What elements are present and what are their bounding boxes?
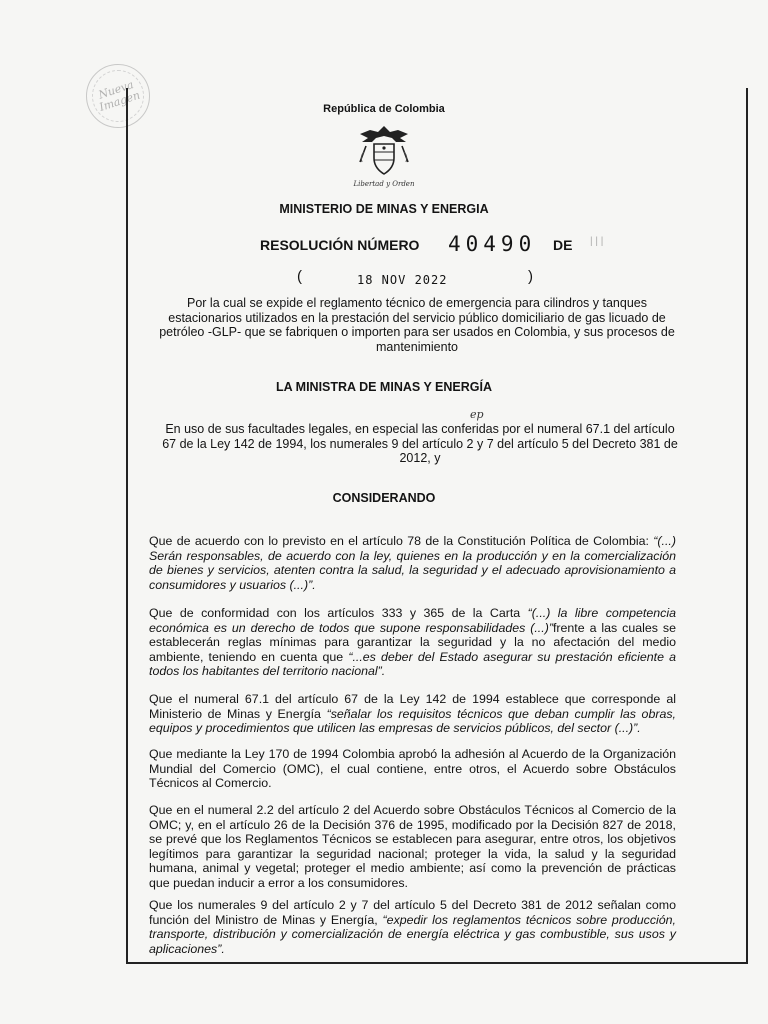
date-stamp: 18 NOV 2022 bbox=[357, 273, 448, 287]
paragraph-3-quote: “señalar los requisitos técnicos que deban cumplir las obras, equipos y procedimientos que utilicen las empresas de servicios públicos, del sector (...)”. bbox=[149, 706, 676, 735]
stamp-text: Nueva Imagen bbox=[96, 78, 142, 114]
paragraph-1-text: Que de acuerdo con lo previsto en el artículo 78 de la Constitución Política de Colombia: bbox=[149, 534, 654, 548]
paren-open: ( bbox=[297, 268, 302, 285]
faint-mark: | | | bbox=[590, 236, 604, 247]
paragraph-5: Que en el numeral 2.2 del artículo 2 del Acuerdo sobre Obstáculos Técnicos al Comercio de la OMC; y, en el artículo 26 de la Decisión 376 de 1995, modificado por la Decisión 827 de 2018, se prevé que los Reglamentos Técnicos se establecen para asegurar, entre otros, los objetivos legítimos para garantizar la seguridad nacional; proteger la vida, la salud y la seguridad humana, animal y vegetal; proteger el medio ambiente; así como la prevención de prácticas que puedan inducir a error a los consumidores. bbox=[149, 803, 676, 890]
ministry-title: MINISTERIO DE MINAS Y ENERGIA bbox=[279, 202, 489, 216]
paragraph-2-text-a: Que de conformidad con los artículos 333 y 365 de la Carta bbox=[149, 606, 528, 620]
paragraph-6-quote: “expedir los reglamentos técnicos sobre producción, transporte, distribución y comercialización de energía eléctrica y gas combustible, sus usos y aplicaciones”. bbox=[149, 912, 676, 956]
resolution-line bbox=[0, 234, 768, 256]
crest-motto: Libertad y Orden bbox=[353, 180, 415, 188]
authority-heading: LA MINISTRA DE MINAS Y ENERGÍA bbox=[276, 380, 492, 394]
paragraph-6 bbox=[149, 898, 676, 956]
paragraph-3-text: Que el numeral 67.1 del artículo 67 de la Ley 142 de 1994 establece que corresponde al Ministerio de Minas y Energía bbox=[149, 692, 676, 721]
paragraph-2-quote-a: “(...) la libre competencia económica es un derecho de todos que supone responsabilidades (...)” bbox=[149, 606, 676, 635]
handwritten-initials: ep bbox=[470, 408, 484, 421]
powers-paragraph: En uso de sus facultades legales, en especial las conferidas por el numeral 67.1 del artículo 67 de la Ley 142 de 1994, los numerales 9 del artículo 2 y 7 del artículo 5 del Decreto 381 de 2012, y bbox=[162, 422, 678, 465]
resolution-subject: Por la cual se expide el reglamento técnico de emergencia para cilindros y tanques estacionarios utilizados en la prestación del servicio público domiciliario de gas licuado de petróleo -GLP- que se fabriquen o importen para ser usados en Colombia, y sus procesos de mantenimiento bbox=[159, 296, 675, 354]
resolution-label: RESOLUCIÓN NÚMERO bbox=[260, 237, 420, 253]
paragraph-2-quote-b: “...es deber del Estado asegurar su prestación eficiente a todos los habitantes del territorio nacional”. bbox=[149, 649, 676, 678]
paragraph-1-quote: “(...) Serán responsables, de acuerdo con la ley, quienes en la producción y en la comercialización de bienes y servicios, atenten contra la salud, la seguridad y el adecuado aprovisionamiento a consumidores y usuarios (...)”. bbox=[149, 534, 676, 592]
paragraph-2 bbox=[149, 606, 676, 679]
paragraph-1 bbox=[149, 534, 676, 592]
paragraph-6-text: Que los numerales 9 del artículo 2 y 7 del artículo 5 del Decreto 381 de 2012 señalan como función del Ministro de Minas y Energía, bbox=[149, 898, 676, 927]
coat-of-arms-icon bbox=[356, 122, 412, 178]
considering-heading: CONSIDERANDO bbox=[332, 491, 436, 505]
paragraph-3 bbox=[149, 692, 676, 736]
paren-close: ) bbox=[528, 268, 533, 285]
resolution-de: DE bbox=[553, 237, 573, 253]
paragraph-2-text-b: frente a las cuales se establecerán reglas mínimas para garantizar la seguridad y la no afectación del medio ambiente, teniendo en cuenta que bbox=[149, 620, 676, 664]
paragraph-4: Que mediante la Ley 170 de 1994 Colombia aprobó la adhesión al Acuerdo de la Organización Mundial del Comercio (OMC), el cual contiene, entre otros, el Acuerdo sobre Obstáculos Técnicos al Comercio. bbox=[149, 747, 676, 790]
country-header: República de Colombia bbox=[323, 103, 445, 115]
resolution-number: 40490 bbox=[448, 232, 537, 256]
date-line bbox=[0, 268, 768, 288]
